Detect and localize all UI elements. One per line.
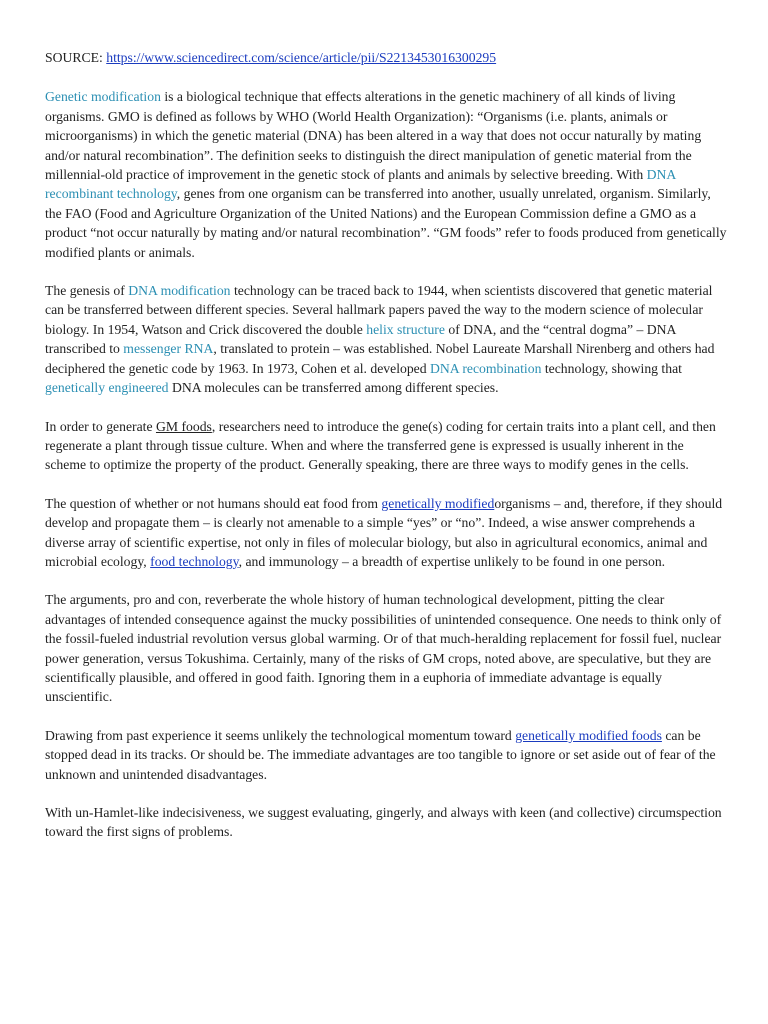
link-messenger-rna[interactable]: messenger RNA (123, 341, 214, 357)
source-link[interactable]: https://www.sciencedirect.com/science/article/pii/S2213453016300295 (106, 50, 497, 65)
paragraph-text: technology can be traced back to 1944, when scientists discovered that genetic material can be transferred between different species. Several hallmark papers paved the way to the modern science of molecular biology. In 1954, Watson and Crick discovered the double (45, 283, 713, 337)
paragraph-text: In order to generate (45, 418, 156, 434)
paragraph-text: , and immunology – a breadth of expertise unlikely to be found in one person. (238, 553, 666, 569)
paragraph-text: The genesis of (45, 283, 129, 299)
paragraph-text: The question of whether or not humans should eat food from (45, 495, 382, 511)
paragraph-text: organisms – and, therefore, if they should develop and propagate them – is clearly not amenable to a simple “yes” or “no”. Indeed, a wise answer comprehends a diverse array of scientific expertise, not only in files of molecular biology, but also in agricultural economics, animal and microbial ecology, (45, 495, 723, 569)
paragraph-text: The arguments, pro and con, reverberate the whole history of human technological development, pitting the clear advantages of intended consequence against the mucky possibilities of unintended consequence. One needs to think only of the fossil-fueled industrial revolution versus global warming. Or of that much-heralding replacement for fossil fuel, nuclear power generation, versus Tokushima. Certainly, many of the risks of GM crops, noted above, are speculative, but they are scientifically plausible, and offered in good faith. Ignoring them in a euphoria of immediate advantage is equally unscientific. (45, 592, 722, 705)
paragraph-text: , researchers need to introduce the gene(s) coding for certain traits into a plant cell, and then regenerate a plant through tissue culture. When and where the transferred gene is expressed is usually inherent in the scheme to optimize the property of the product. Generally speaking, there are three ways to modify genes in the cells. (45, 418, 716, 473)
paragraph-text: can be stopped dead in its tracks. Or should be. The immediate advantages are too tangible to ignore or set aside out of fear of the unknown and unintended disadvantages. (45, 727, 716, 782)
paragraph-conclusion (45, 803, 728, 842)
paragraph-definition (45, 87, 728, 262)
paragraph-text: of DNA, and the “central dogma” – DNA transcribed to (45, 321, 676, 357)
paragraph-text: DNA molecules can be transferred among different species. (168, 380, 499, 396)
paragraph-arguments (45, 590, 728, 706)
link-genetically-engineered[interactable]: genetically engineered (45, 380, 169, 396)
paragraph-text: technology, showing that (541, 360, 682, 376)
paragraph-text: , translated to protein – was established. Nobel Laureate Marshall Nirenberg and others had deciphered the genetic code by 1963. In 1973, Cohen et al. developed (45, 341, 715, 376)
link-genetically-modified-foods[interactable]: genetically modified foods (515, 727, 662, 743)
source-label: SOURCE: (45, 50, 107, 65)
link-helix-structure[interactable]: helix structure (366, 321, 445, 337)
paragraph-text: , genes from one organism can be transferred into another, usually unrelated, organism. Similarly, the FAO (Food and Agriculture Organization of the United Nations) and the European Commission define a GMO as a product “not occur naturally by mating and/or natural recombination”. “GM foods” refer to foods produced from genetically modified plants or animals. (45, 186, 727, 260)
paragraph-question (45, 494, 728, 572)
link-food-technology[interactable]: food technology (150, 553, 239, 569)
paragraph-genesis (45, 281, 728, 397)
source-line (45, 48, 728, 67)
paragraph-text: With un-Hamlet-like indecisiveness, we suggest evaluating, gingerly, and always with keen (and collective) circumspection toward the first signs of problems. (45, 805, 722, 840)
link-gm-foods[interactable]: GM foods (155, 418, 212, 434)
link-dna-modification[interactable]: DNA modification (128, 283, 231, 299)
link-genetic-modification[interactable]: Genetic modification (45, 89, 161, 105)
paragraph-text: Drawing from past experience it seems unlikely the technological momentum toward (45, 727, 516, 743)
link-dna-recombination[interactable]: DNA recombination (430, 360, 542, 376)
link-genetically-modified[interactable]: genetically modified (381, 495, 495, 511)
paragraph-gm-foods (45, 417, 728, 475)
link-dna-recombinant-technology[interactable]: DNA recombinant technology (45, 167, 676, 202)
paragraph-text: is a biological technique that effects alterations in the genetic machinery of all kinds of living organisms. GMO is defined as follows by WHO (World Health Organization): “Organisms (i.e. plants, animals or microorganisms) in which the genetic material (DNA) has been altered in a way that does not occur naturally by mating and/or natural recombination”. The definition seeks to distinguish the direct manipulation of genetic material from the millennial-old practice of improvement in the genetic stock of plants and animals by selective breeding. With (45, 89, 702, 183)
paragraph-momentum (45, 726, 728, 784)
